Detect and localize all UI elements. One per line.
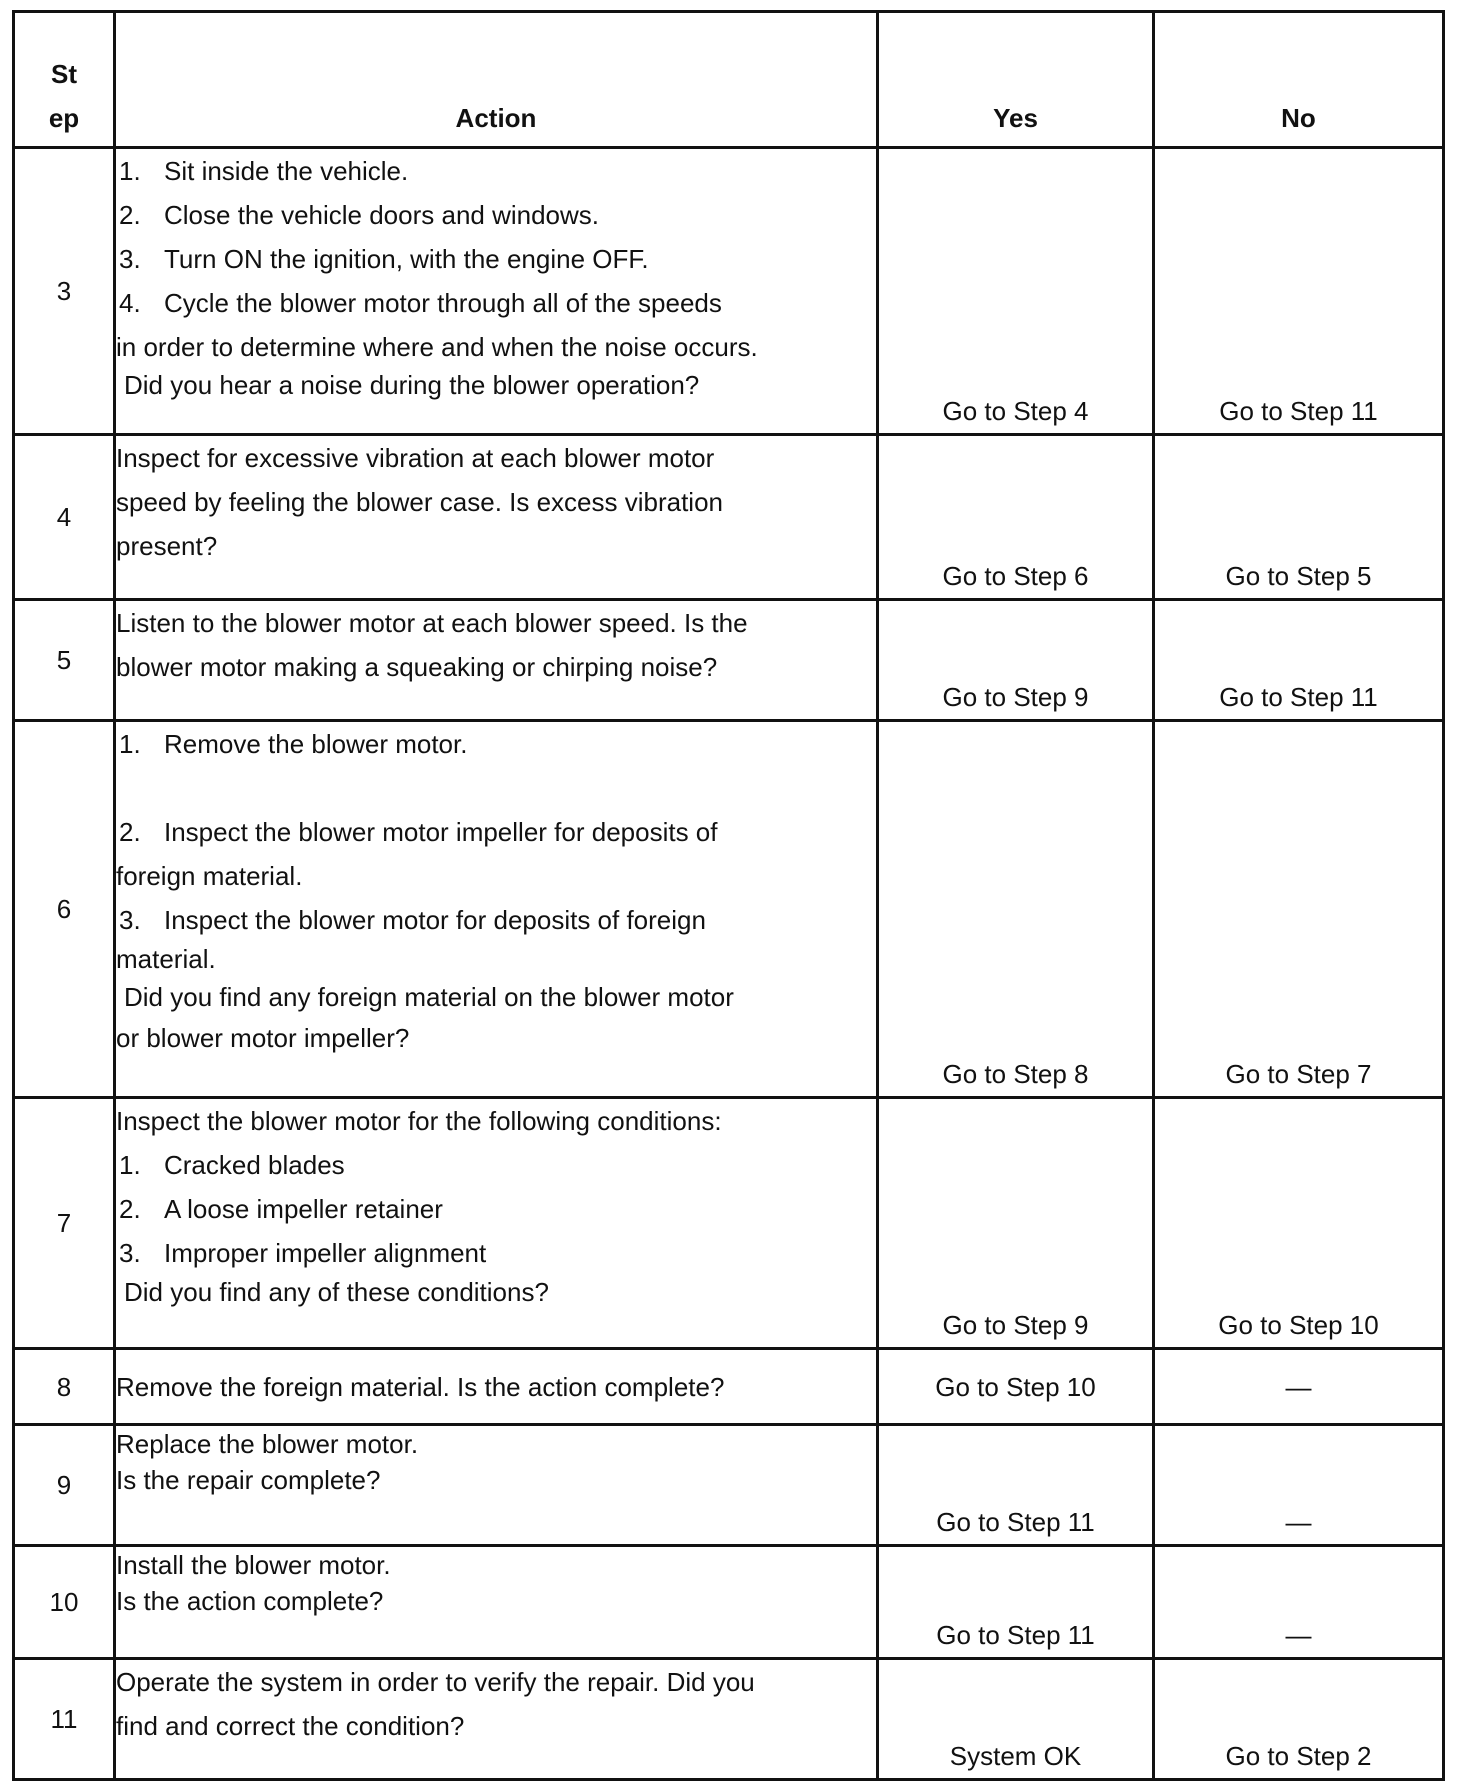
yes-cell: Go to Step 9 [878, 600, 1154, 721]
no-cell: Go to Step 5 [1154, 435, 1444, 600]
action-text-line: Is the action complete? [116, 1586, 384, 1616]
action-question: Did you hear a noise during the blower operation? [124, 370, 700, 400]
step-number: 6 [14, 721, 115, 1098]
action-item [116, 149, 876, 193]
no-cell: — [1154, 1546, 1444, 1659]
action-text-line: Replace the blower motor. [116, 1429, 419, 1459]
yes-cell: Go to Step 6 [878, 435, 1154, 600]
step-number: 3 [14, 148, 115, 435]
yes-cell: Go to Step 11 [878, 1546, 1154, 1659]
item-number: 4. [119, 288, 141, 318]
action-item [116, 281, 876, 325]
header-row [14, 12, 1444, 148]
action-cell [115, 1659, 878, 1780]
step-number: 5 [14, 600, 115, 721]
action-text-line: Listen to the blower motor at each blower speed. Is the [116, 608, 748, 638]
action-text-line: Is the repair complete? [116, 1465, 381, 1495]
no-cell: Go to Step 11 [1154, 600, 1444, 721]
yes-cell: Go to Step 8 [878, 721, 1154, 1098]
yes-cell: Go to Step 4 [878, 148, 1154, 435]
action-cell [115, 600, 878, 721]
spacer [116, 766, 876, 810]
action-intro: Inspect the blower motor for the following conditions: [116, 1106, 722, 1136]
action-text-line: blower motor making a squeaking or chirping noise? [116, 652, 718, 682]
header-yes: Yes [878, 12, 1154, 148]
action-item [116, 1143, 876, 1187]
table-row [14, 435, 1444, 600]
action-text-line: Install the blower motor. [116, 1550, 391, 1580]
action-question: or blower motor impeller? [116, 1023, 410, 1053]
diagnostic-table [12, 10, 1445, 1781]
action-cell [115, 1425, 878, 1546]
no-cell: Go to Step 10 [1154, 1098, 1444, 1349]
table-row [14, 600, 1444, 721]
action-item [116, 1231, 876, 1275]
action-item [116, 722, 876, 766]
yes-cell: Go to Step 9 [878, 1098, 1154, 1349]
action-text-line: find and correct the condition? [116, 1711, 465, 1741]
item-text: Improper impeller alignment [164, 1238, 487, 1268]
item-number: 1. [119, 729, 141, 759]
header-no: No [1154, 12, 1444, 148]
action-cell [115, 148, 878, 435]
item-number: 3. [119, 244, 141, 274]
no-cell: Go to Step 2 [1154, 1659, 1444, 1780]
item-text: Inspect the blower motor for deposits of foreign [164, 905, 706, 935]
action-cell [115, 1098, 878, 1349]
action-cell [115, 435, 878, 600]
yes-cell: Go to Step 11 [878, 1425, 1154, 1546]
item-text: A loose impeller retainer [164, 1194, 443, 1224]
no-cell: — [1154, 1425, 1444, 1546]
table-row [14, 1546, 1444, 1659]
action-text-line: Remove the foreign material. Is the action complete? [116, 1371, 725, 1402]
table-row [14, 1349, 1444, 1425]
no-cell: — [1154, 1349, 1444, 1425]
action-continuation: material. [116, 944, 216, 974]
action-cell [115, 1546, 878, 1659]
step-number: 10 [14, 1546, 115, 1659]
action-item [116, 237, 876, 281]
action-question: Did you find any foreign material on the blower motor [124, 982, 734, 1012]
no-cell: Go to Step 7 [1154, 721, 1444, 1098]
item-text: Cycle the blower motor through all of the speeds [164, 288, 722, 318]
step-number: 7 [14, 1098, 115, 1349]
yes-cell: System OK [878, 1659, 1154, 1780]
action-continuation: in order to determine where and when the noise occurs. [116, 332, 758, 362]
item-text: Cracked blades [164, 1150, 345, 1180]
action-item [116, 810, 876, 854]
action-item [116, 898, 876, 942]
header-step [14, 12, 115, 148]
item-text: Inspect the blower motor impeller for deposits of [164, 817, 718, 847]
action-text-line: Inspect for excessive vibration at each blower motor [116, 443, 715, 473]
item-text: Sit inside the vehicle. [164, 156, 409, 186]
step-number: 11 [14, 1659, 115, 1780]
item-number: 2. [119, 817, 141, 847]
header-step-line2: ep [48, 103, 80, 133]
table-row [14, 1098, 1444, 1349]
table-row [14, 1425, 1444, 1546]
table-row [14, 1659, 1444, 1780]
item-text: Close the vehicle doors and windows. [164, 200, 600, 230]
table-row [14, 721, 1444, 1098]
item-number: 1. [119, 1150, 141, 1180]
no-cell: Go to Step 11 [1154, 148, 1444, 435]
table-row [14, 148, 1444, 435]
item-number: 3. [119, 905, 141, 935]
item-number: 2. [119, 1194, 141, 1224]
action-text-line: speed by feeling the blower case. Is excess vibration [116, 487, 724, 517]
yes-cell: Go to Step 10 [878, 1349, 1154, 1425]
header-action: Action [115, 12, 878, 148]
item-number: 2. [119, 200, 141, 230]
header-step-line1: St [51, 59, 77, 89]
action-question: Did you find any of these conditions? [124, 1277, 549, 1307]
step-number: 9 [14, 1425, 115, 1546]
item-text: Remove the blower motor. [164, 729, 468, 759]
action-text-line: Operate the system in order to verify the repair. Did you [116, 1667, 755, 1697]
action-cell [115, 721, 878, 1098]
action-text-line: present? [116, 531, 218, 561]
action-cell [115, 1349, 878, 1425]
item-number: 3. [119, 1238, 141, 1268]
step-number: 4 [14, 435, 115, 600]
action-item [116, 1187, 876, 1231]
action-continuation: foreign material. [116, 861, 303, 891]
item-text: Turn ON the ignition, with the engine OFF. [164, 244, 649, 274]
step-number: 8 [14, 1349, 115, 1425]
item-number: 1. [119, 156, 141, 186]
action-item [116, 193, 876, 237]
